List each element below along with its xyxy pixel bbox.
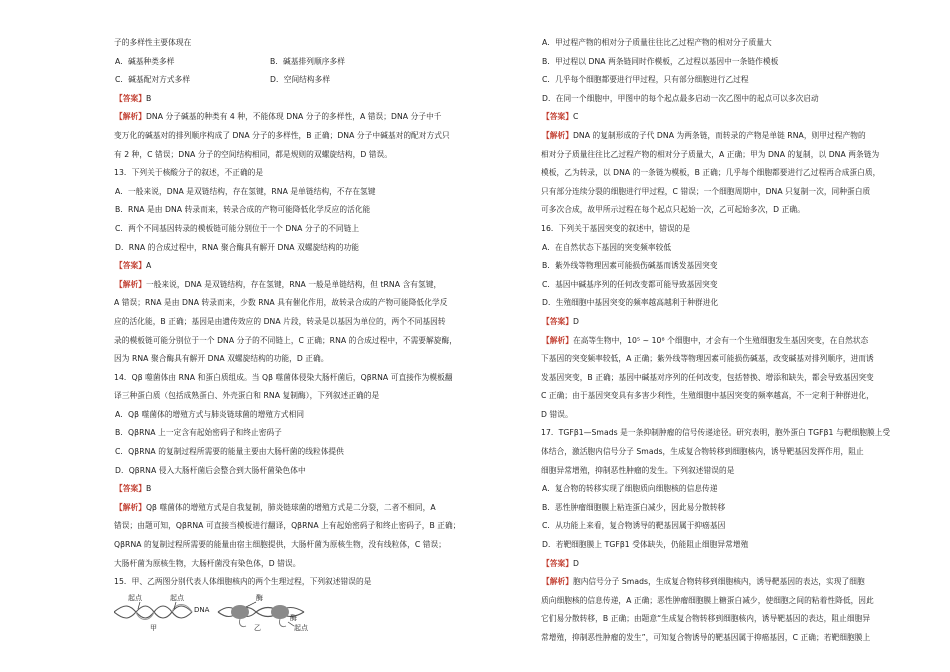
options-row (114, 71, 504, 90)
question-14-stem: 译三种蛋白质（包括成熟蛋白、外壳蛋白和 RNA 复制酶），下列叙述正确的是 (114, 391, 380, 401)
explanation-line: 录的模板链可能分别位于一个 DNA 分子的不同链上，C 正确；RNA 的合成过程中，不需要解旋酶， (114, 335, 457, 345)
explanation-line: QβRNA 的复制过程所需要的能量由宿主细胞提供，大肠杆菌为原核生物，没有线粒体，C 错误； (114, 540, 446, 550)
option-d: D．生殖细胞中基因突变的频率越高越利于种群进化 (542, 298, 719, 308)
explanation-line: 因为 RNA 聚合酶具有解开 DNA 双螺旋结构的功能，D 正确。 (114, 354, 329, 364)
option-d: D．QβRNA 侵入大肠杆菌后会整合到大肠杆菌染色体中 (115, 465, 306, 475)
explanation-line: 模板，乙为转录，以 DNA 的一条链为模板，B 正确；几乎每个细胞都要进行乙过程再合成蛋白质， (541, 168, 881, 178)
explanation-line (114, 108, 504, 127)
option-b: B．RNA 是由 DNA 转录而来，转录合成的产物可能降低化学反应的活化能 (115, 205, 371, 215)
option-c: C．从功能上来看，复合物诱导的靶基因属于抑癌基因 (542, 521, 726, 531)
option-b: B．紫外线等物理因素可能损伤碱基而诱发基因突变 (542, 261, 718, 271)
explanation-tag: 【解析】 (542, 577, 573, 587)
enzyme-label: 酶 (256, 593, 263, 602)
explanation-text: DNA 分子碱基的种类有 4 种，不能体现 DNA 分子的多样性，A 错误；DNA 分子中千 (145, 112, 442, 122)
answer-line (114, 480, 504, 499)
explanation-text: DNA 的复制形成的子代 DNA 为两条链，而转录的产物是单链 RNA，则甲过程产物的 (572, 130, 866, 140)
answer-value: C (572, 112, 579, 122)
enzyme-blob (271, 605, 289, 619)
answer-value: B (145, 484, 152, 494)
explanation-line (541, 127, 931, 146)
answer-value: D (572, 316, 579, 326)
option-a: A．甲过程产物的相对分子质量往往比乙过程产物的相对分子质量大 (542, 38, 772, 47)
explanation-line: 变万化的碱基对的排列顺序构成了 DNA 分子的多样性，B 正确；DNA 分子中碱基对的配对方式只 (114, 130, 450, 140)
question-14-stem: 14．Qβ 噬菌体由 RNA 和蛋白质组成。当 Qβ 噬菌体侵染大肠杆菌后，QβRNA 可直接作为模板翻 (114, 372, 453, 382)
figure-svg (114, 592, 314, 632)
explanation-line: 发基因突变，B 正确；基因中碱基对序列的任何改变，包括替换、增添和缺失，都会导致基因突变 (541, 372, 874, 382)
explanation-line: 相对分子质量往往比乙过程产物的相对分子质量大，A 正确；甲为 DNA 的复制，以 DNA 两条链为 (541, 149, 880, 159)
dna-process-figure (114, 592, 504, 632)
rna-strand (239, 619, 246, 627)
right-column (541, 34, 931, 648)
question-16-stem: 16．下列关于基因突变的叙述中，错误的是 (541, 223, 691, 233)
option-a: A．Qβ 噬菌体的增殖方式与肺炎链球菌的增殖方式相同 (115, 409, 305, 419)
question-17-stem: 17．TGFβ1—Smads 是一条抑制肿瘤的信号传递途径。研究表明，胞外蛋白 TGFβ1 与靶细胞膜上受 (541, 428, 891, 438)
option-d: D．空间结构多样 (270, 75, 331, 85)
option-a: A．复合物的转移实现了细胞质向细胞核的信息传递 (542, 484, 718, 494)
answer-tag: 【答案】 (542, 112, 573, 122)
answer-line (114, 90, 504, 109)
explanation-tag: 【解析】 (115, 112, 146, 122)
explanation-tag: 【解析】 (542, 335, 573, 345)
explanation-line (114, 276, 504, 295)
option-c: C．两个不同基因转录的模板链可能分别位于一个 DNA 分子的不同链上 (115, 223, 360, 233)
explanation-tag: 【解析】 (115, 502, 146, 512)
option-c: C．碱基配对方式多样 (115, 75, 191, 85)
explanation-tag: 【解析】 (542, 130, 573, 140)
question-13-stem: 13．下列关于核酸分子的叙述，不正确的是 (114, 168, 264, 178)
answer-value: B (145, 93, 152, 103)
explanation-line: 它们易分散转移，B 正确；由题意“生成复合物转移到细胞核内，诱导靶基因的表达，阻止细胞异 (541, 614, 871, 624)
answer-tag: 【答案】 (115, 93, 146, 103)
answer-tag: 【答案】 (542, 316, 573, 326)
pointer-line (246, 602, 256, 607)
origin-label: 起点 (170, 593, 184, 602)
strand-lower (114, 606, 192, 618)
explanation-line: 只有部分连续分裂的细胞进行甲过程，C 错误；一个细胞周期中，DNA 只复制一次，同种蛋白质 (541, 186, 871, 196)
option-c: C．基因中碱基序列的任何改变都可能导致基因突变 (542, 279, 718, 289)
options-row (114, 53, 504, 72)
explanation-line: 质向细胞核的信息传递，A 正确；恶性肿瘤细胞膜上糖蛋白减少，使细胞之间的粘着性降低，因此 (541, 595, 874, 605)
answer-value: A (145, 261, 152, 271)
explanation-text: Qβ 噬菌体的增殖方式是自我复制，肺炎链球菌的增殖方式是二分裂，二者不相同，A (145, 502, 436, 512)
origin-label: 起点 (128, 593, 142, 602)
option-a: A．在自然状态下基因的突变频率较低 (542, 242, 672, 252)
strand-upper (114, 606, 192, 618)
left-column (114, 34, 504, 632)
question-continuation: 子的多样性主要体现在 (114, 38, 192, 47)
answer-line (541, 108, 931, 127)
answer-line (541, 313, 931, 332)
explanation-line (541, 573, 931, 592)
option-d: D．在同一个细胞中，甲图中的每个起点最多启动一次乙图中的起点可以多次启动 (542, 93, 819, 103)
explanation-line: 可多次合成，故甲所示过程在每个起点只起始一次，乙可起始多次，D 正确。 (541, 205, 805, 215)
explanation-line: 错误；由题可知，QβRNA 可直接当模板进行翻译，QβRNA 上有起始密码子和终止密码子，B 正确； (114, 521, 461, 531)
option-a: A．一般来说，DNA 是双链结构，存在氢键，RNA 是单链结构，不存在氢键 (115, 186, 376, 196)
question-17-stem: 体结合，激活胞内信号分子 Smads，生成复合物转移到细胞核内，诱导靶基因发挥作用，阻止 (541, 447, 864, 457)
figure-jia (114, 604, 192, 619)
explanation-line: 大肠杆菌为原核生物，大肠杆菌没有染色体，D 错误。 (114, 558, 301, 568)
answer-tag: 【答案】 (115, 484, 146, 494)
explanation-line (541, 332, 931, 351)
rna-strand (279, 619, 286, 627)
option-b: B．甲过程以 DNA 两条链同时作模板，乙过程以基因中一条链作模板 (542, 56, 779, 66)
explanation-line: 常增殖，抑制恶性肿瘤的发生”，可知复合物诱导的靶基因属于抑癌基因，C 正确；若靶细胞膜上 (541, 633, 871, 642)
explanation-line: A 错误；RNA 是由 DNA 转录而来，少数 RNA 具有催化作用，故转录合成的产物可能降低化学反 (114, 298, 448, 308)
answer-tag: 【答案】 (542, 558, 573, 568)
explanation-text: 胞内信号分子 Smads，生成复合物转移到细胞核内，诱导靶基因的表达，实现了细胞 (572, 577, 865, 587)
figure-jia-label: 甲 (150, 623, 157, 632)
explanation-line: C 正确；由于基因突变具有多害少利性，生殖细胞中基因突变的频率越高，不一定利于种群进化， (541, 391, 874, 401)
answer-line (541, 555, 931, 574)
answer-value: D (572, 558, 579, 568)
answer-tag: 【答案】 (115, 261, 146, 271)
option-a: A．碱基种类多样 (115, 56, 175, 66)
option-d: D．RNA 的合成过程中，RNA 聚合酶具有解开 DNA 双螺旋结构的功能 (115, 242, 359, 252)
option-b: B．QβRNA 上一定含有起始密码子和终止密码子 (115, 428, 282, 438)
explanation-line (114, 499, 504, 518)
option-d: D．若靶细胞膜上 TGFβ1 受体缺失，仍能阻止细胞异常增殖 (542, 540, 749, 550)
figure-yi-label: 乙 (254, 623, 261, 632)
option-c: C．几乎每个细胞都要进行甲过程，只有部分细胞进行乙过程 (542, 75, 749, 85)
enzyme-label: 酶 (290, 613, 297, 622)
dna-label: DNA (194, 605, 210, 614)
explanation-text: 一般来说，DNA 是双链结构，存在氢键，RNA 一般是单链结构，但 tRNA 含有氢键， (145, 279, 442, 289)
origin-label: 起点 (294, 623, 308, 632)
option-b: B．恶性肿瘤细胞膜上粘连蛋白减少，因此易分散转移 (542, 502, 726, 512)
option-b: B．碱基排列顺序多样 (270, 56, 345, 66)
explanation-tag: 【解析】 (115, 279, 146, 289)
explanation-line: 有 2 种，C 错误；DNA 分子的空间结构相同，都是规则的双螺旋结构，D 错误。 (114, 149, 393, 159)
explanation-line: 应的活化能，B 正确；基因是由遗传效应的 DNA 片段，转录是以基因为单位的，两个不同基因转 (114, 316, 446, 326)
question-17-stem: 细胞异常增殖，抑制恶性肿瘤的发生。下列叙述错误的是 (541, 465, 735, 475)
explanation-line: D 错误。 (541, 409, 573, 419)
answer-line (114, 257, 504, 276)
explanation-text: 在高等生物中，10⁵ ~ 10⁸ 个细胞中，才会有一个生殖细胞发生基因突变，在自然状态 (572, 335, 869, 345)
question-15-stem: 15．甲、乙两图分别代表人体细胞核内的两个生理过程，下列叙述错误的是 (114, 577, 372, 587)
option-c: C．QβRNA 的复制过程所需要的能量主要由大肠杆菌的线粒体提供 (115, 447, 344, 457)
explanation-line: 下基因的突变频率较低，A 正确；紫外线等物理因素可能损伤碱基，改变碱基对排列顺序，进而诱 (541, 354, 874, 364)
